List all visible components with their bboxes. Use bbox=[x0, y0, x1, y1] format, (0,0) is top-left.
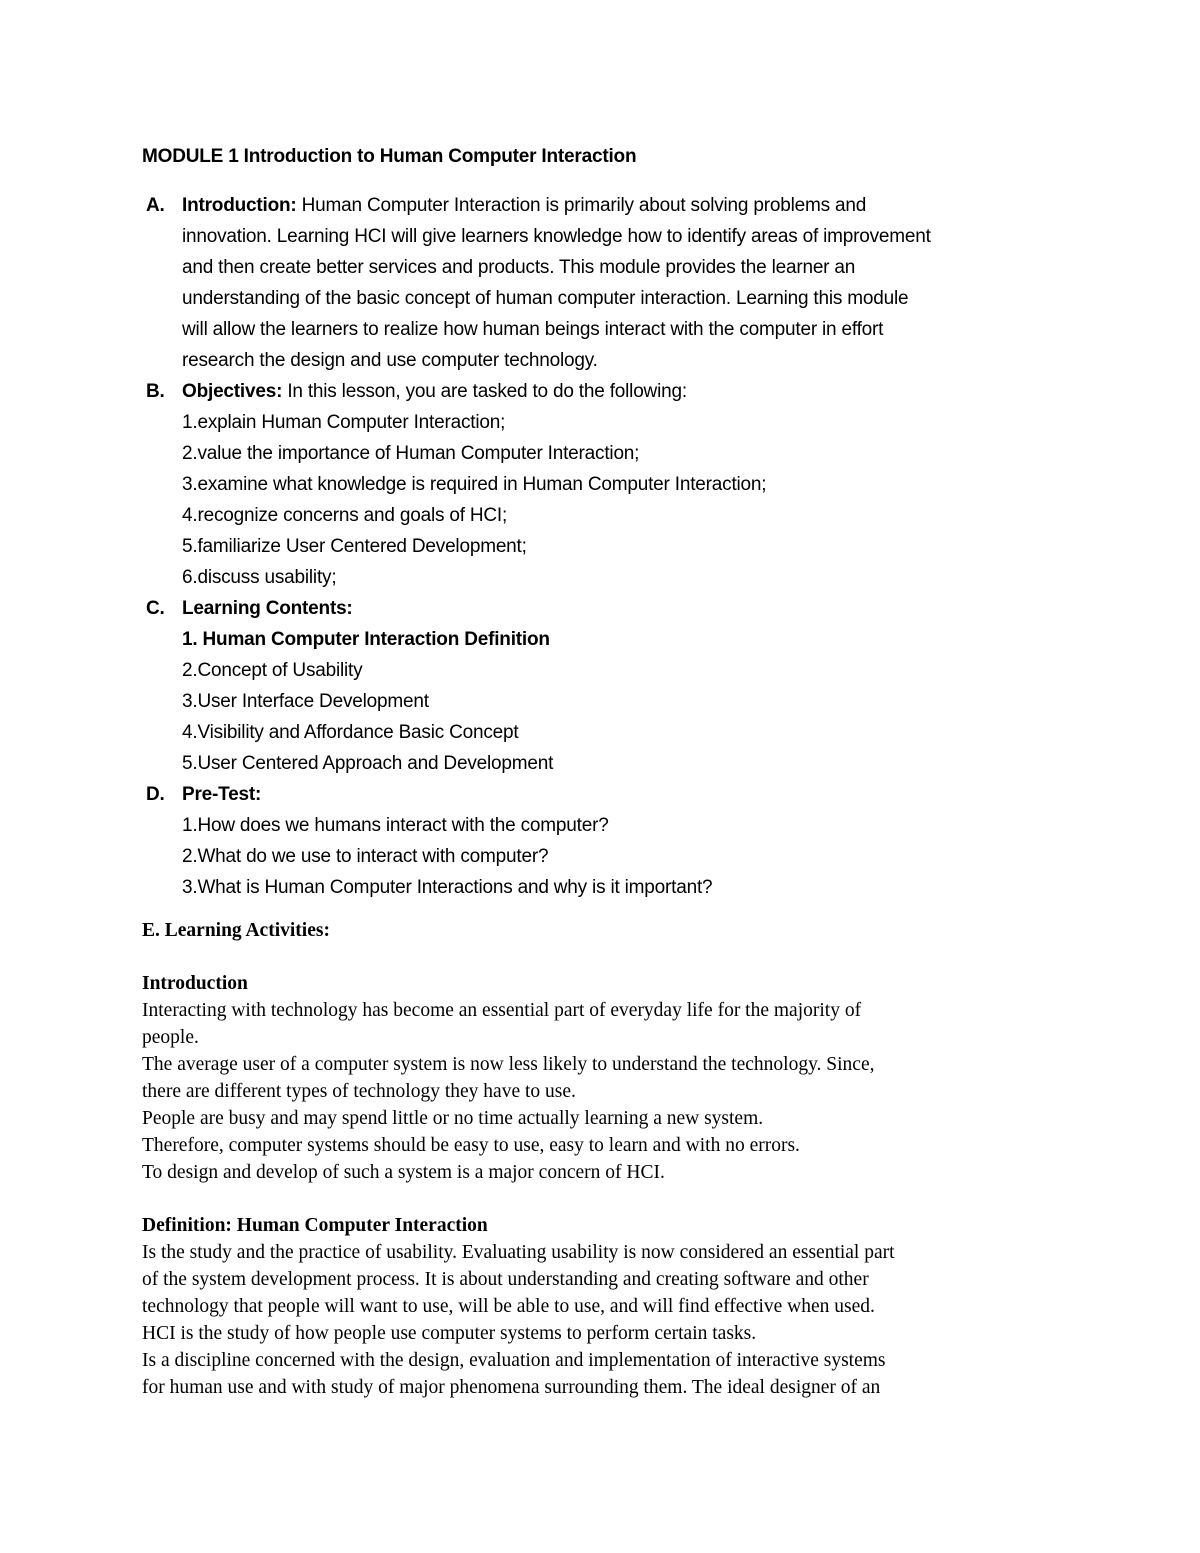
paragraph-line: research the design and use computer technology. bbox=[182, 350, 598, 371]
section-intro: In this lesson, you are tasked to do the following: bbox=[282, 381, 687, 402]
section-label: Objectives: bbox=[182, 381, 283, 402]
section-b-objectives bbox=[142, 376, 1072, 593]
activities-heading: E. Learning Activities: bbox=[142, 920, 330, 941]
introduction-heading: Introduction bbox=[142, 973, 248, 994]
paragraph-gap bbox=[142, 1186, 1082, 1212]
module-outline bbox=[142, 190, 1072, 903]
list-item: 1. Human Computer Interaction Definition bbox=[182, 629, 550, 650]
section-label: Learning Contents: bbox=[182, 598, 353, 619]
section-c-learning-contents bbox=[142, 593, 1072, 779]
list-item: 5.User Centered Approach and Development bbox=[182, 753, 554, 774]
list-item: 5.familiarize User Centered Development; bbox=[182, 536, 527, 557]
list-item: 3.User Interface Development bbox=[182, 691, 429, 712]
paragraph-line: innovation. Learning HCI will give learners knowledge how to identify areas of improvement bbox=[182, 226, 931, 247]
learning-activities bbox=[142, 916, 1082, 1401]
list-item: 4.recognize concerns and goals of HCI; bbox=[182, 505, 508, 526]
paragraph-line: Human Computer Interaction is primarily about solving problems and bbox=[296, 195, 867, 216]
body-line: Therefore, computer systems should be easy to use, easy to learn and with no errors. bbox=[142, 1135, 800, 1156]
paragraph-line: and then create better services and products. This module provides the learner an bbox=[182, 257, 856, 278]
section-letter: A. bbox=[146, 195, 165, 216]
definition-heading: Definition: Human Computer Interaction bbox=[142, 1215, 488, 1236]
body-line: Is a discipline concerned with the design, evaluation and implementation of interactive systems bbox=[142, 1350, 886, 1371]
list-item: 1.How does we humans interact with the computer? bbox=[182, 815, 609, 836]
list-item: 2.What do we use to interact with computer? bbox=[182, 846, 549, 867]
body-line: technology that people will want to use, will be able to use, and will find effective when used. bbox=[142, 1296, 875, 1317]
body-line: The average user of a computer system is now less likely to understand the technology. Since, bbox=[142, 1054, 875, 1075]
paragraph-line: will allow the learners to realize how human beings interact with the computer in effort bbox=[182, 319, 884, 340]
body-line: Interacting with technology has become an essential part of everyday life for the majority of bbox=[142, 1000, 862, 1021]
section-letter: D. bbox=[146, 784, 165, 805]
body-line: for human use and with study of major phenomena surrounding them. The ideal designer of an bbox=[142, 1377, 881, 1398]
paragraph-line: understanding of the basic concept of human computer interaction. Learning this module bbox=[182, 288, 909, 309]
section-label: Pre-Test: bbox=[182, 784, 262, 805]
body-line: of the system development process. It is about understanding and creating software and other bbox=[142, 1269, 869, 1290]
body-line: there are different types of technology they have to use. bbox=[142, 1081, 576, 1102]
section-d-pre-test bbox=[142, 779, 1072, 903]
section-letter: B. bbox=[146, 381, 165, 402]
list-item: 3.What is Human Computer Interactions and why is it important? bbox=[182, 877, 713, 898]
section-a-introduction bbox=[142, 190, 1072, 376]
body-line: To design and develop of such a system is a major concern of HCI. bbox=[142, 1162, 665, 1183]
section-letter: C. bbox=[146, 598, 165, 619]
body-line: People are busy and may spend little or no time actually learning a new system. bbox=[142, 1108, 764, 1129]
section-label: Introduction: bbox=[182, 195, 297, 216]
list-item: 2.Concept of Usability bbox=[182, 660, 363, 681]
module-title: MODULE 1 Introduction to Human Computer Interaction bbox=[142, 146, 637, 167]
list-item: 1.explain Human Computer Interaction; bbox=[182, 412, 506, 433]
list-item: 2.value the importance of Human Computer Interaction; bbox=[182, 443, 640, 464]
list-item: 3.examine what knowledge is required in Human Computer Interaction; bbox=[182, 474, 767, 495]
body-line: Is the study and the practice of usability. Evaluating usability is now considered an essential part bbox=[142, 1242, 895, 1263]
list-item: 4.Visibility and Affordance Basic Concept bbox=[182, 722, 519, 743]
body-line: HCI is the study of how people use computer systems to perform certain tasks. bbox=[142, 1323, 757, 1344]
list-item: 6.discuss usability; bbox=[182, 567, 337, 588]
body-line: people. bbox=[142, 1027, 199, 1048]
